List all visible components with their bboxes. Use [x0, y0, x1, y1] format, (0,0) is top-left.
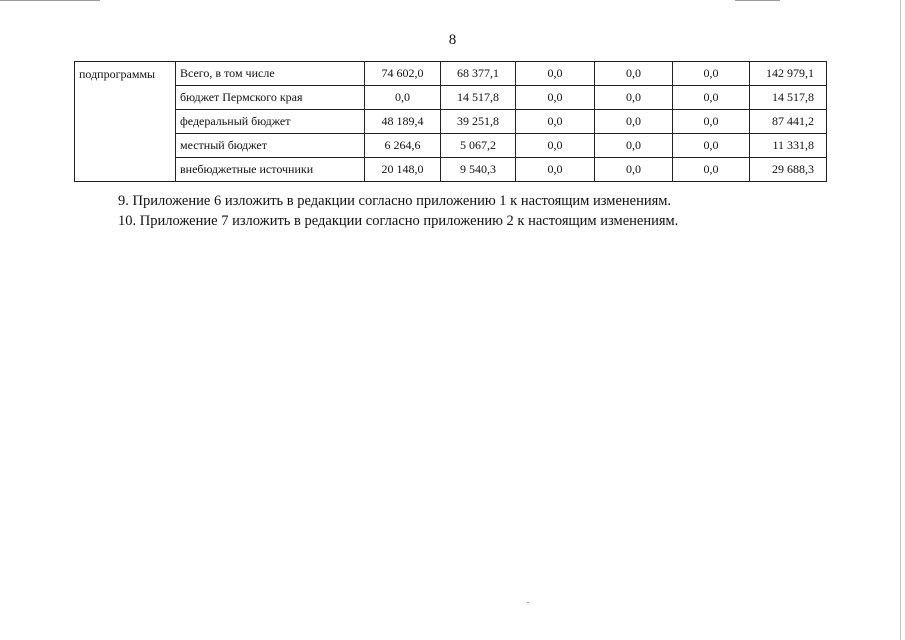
value-cell: 0,0	[595, 110, 673, 134]
table-row	[75, 158, 827, 182]
scan-speck	[527, 602, 529, 603]
value-cell: 6 264,6	[365, 134, 441, 158]
source-cell: Всего, в том числе	[176, 62, 365, 86]
value-cell: 68 377,1	[441, 62, 516, 86]
source-cell: местный бюджет	[176, 134, 365, 158]
value-cell: 0,0	[516, 158, 595, 182]
value-cell: 14 517,8	[441, 86, 516, 110]
row-label-cell: подпрограммы	[75, 62, 176, 182]
value-cell: 0,0	[673, 86, 750, 110]
source-cell: внебюджетные источники	[176, 158, 365, 182]
total-cell: 87 441,2	[750, 110, 827, 134]
scan-edge-top-right	[735, 0, 780, 1]
value-cell: 0,0	[595, 158, 673, 182]
scan-edge-right	[900, 0, 901, 640]
table-row	[75, 86, 827, 110]
value-cell: 0,0	[365, 86, 441, 110]
value-cell: 9 540,3	[441, 158, 516, 182]
page-number: 8	[448, 32, 457, 48]
paragraph-item-9: 9. Приложение 6 изложить в редакции согласно приложению 1 к настоящим изменениям.	[118, 193, 672, 209]
value-cell: 0,0	[673, 110, 750, 134]
value-cell: 5 067,2	[441, 134, 516, 158]
total-cell: 29 688,3	[750, 158, 827, 182]
value-cell: 39 251,8	[441, 110, 516, 134]
table-row	[75, 134, 827, 158]
subprogram-funding-table	[74, 61, 827, 182]
value-cell: 48 189,4	[365, 110, 441, 134]
total-cell: 11 331,8	[750, 134, 827, 158]
value-cell: 20 148,0	[365, 158, 441, 182]
total-cell: 14 517,8	[750, 86, 827, 110]
table-row	[75, 62, 827, 86]
value-cell: 74 602,0	[365, 62, 441, 86]
value-cell: 0,0	[516, 62, 595, 86]
source-cell: федеральный бюджет	[176, 110, 365, 134]
value-cell: 0,0	[516, 134, 595, 158]
value-cell: 0,0	[595, 134, 673, 158]
scan-edge-top-left	[0, 0, 100, 1]
value-cell: 0,0	[595, 62, 673, 86]
value-cell: 0,0	[516, 86, 595, 110]
paragraph-item-10: 10. Приложение 7 изложить в редакции согласно приложению 2 к настоящим изменениям.	[118, 213, 679, 229]
total-cell: 142 979,1	[750, 62, 827, 86]
table-row	[75, 110, 827, 134]
value-cell: 0,0	[673, 62, 750, 86]
value-cell: 0,0	[673, 158, 750, 182]
source-cell: бюджет Пермского края	[176, 86, 365, 110]
value-cell: 0,0	[673, 134, 750, 158]
value-cell: 0,0	[595, 86, 673, 110]
value-cell: 0,0	[516, 110, 595, 134]
